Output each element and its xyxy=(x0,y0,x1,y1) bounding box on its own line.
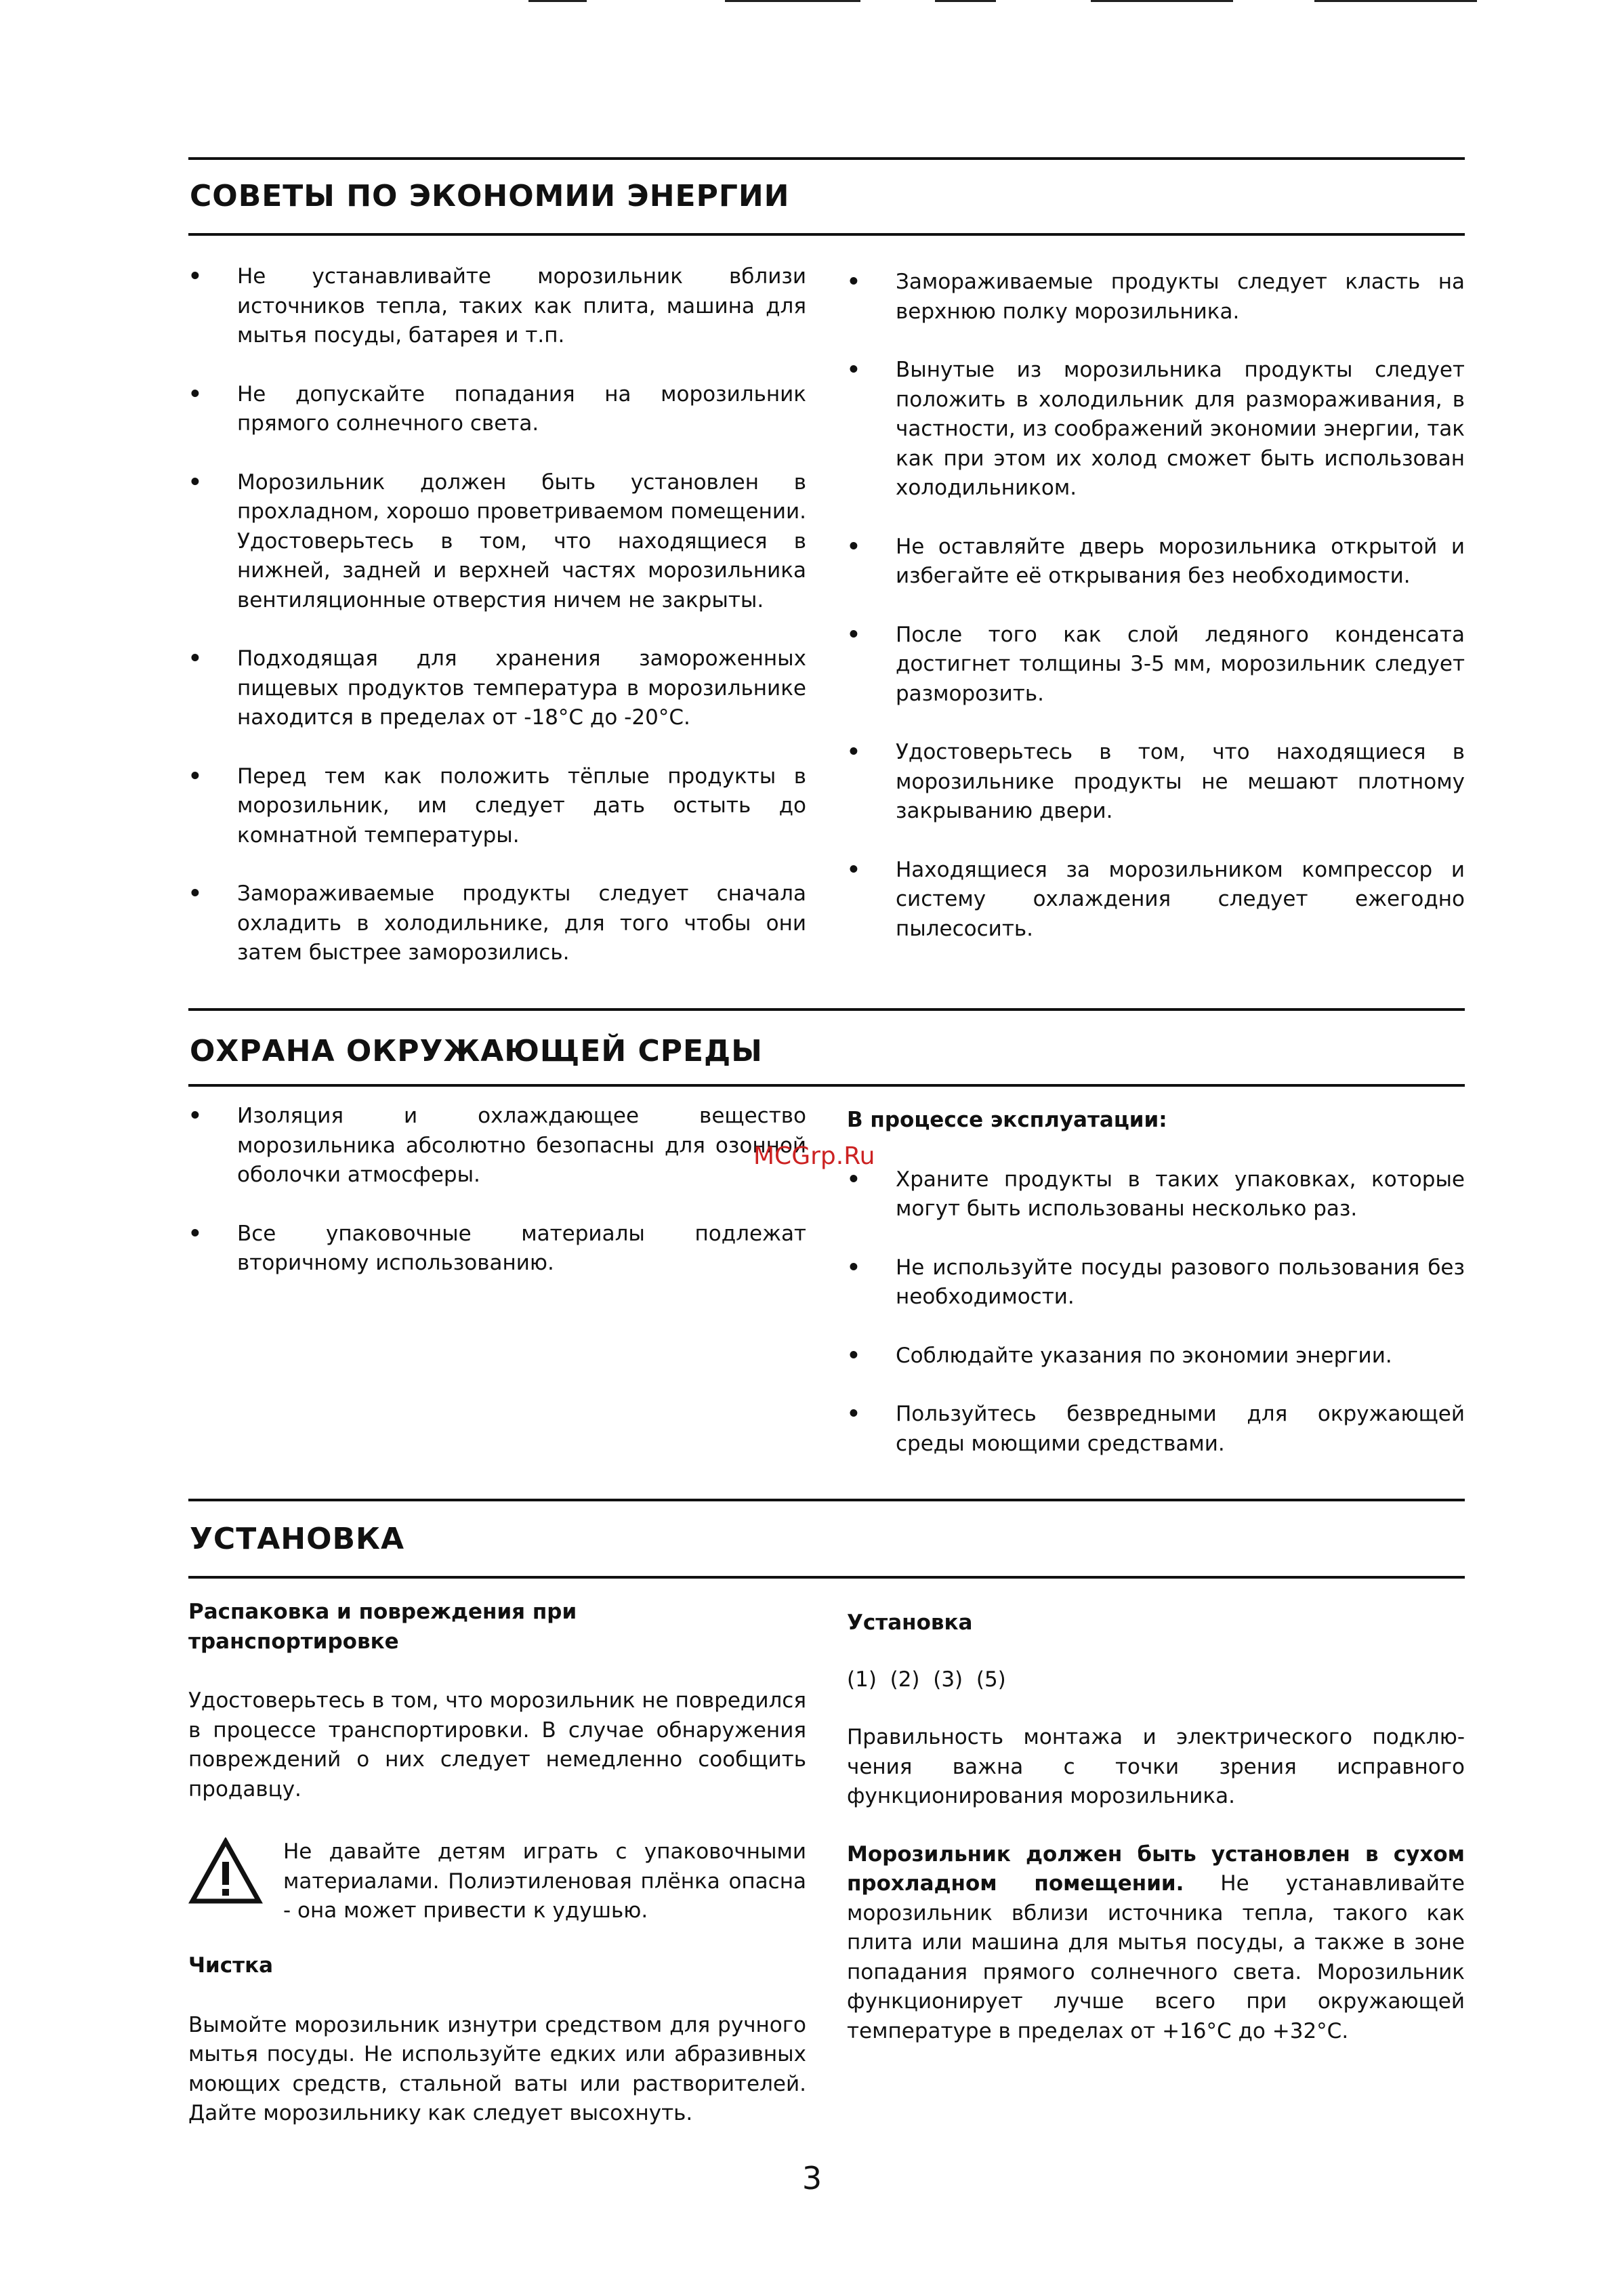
figure-references: (1) (2) (3) (5) xyxy=(847,1667,1006,1692)
bullet-icon: • xyxy=(188,1221,202,1246)
installation-paragraph: Правильность монтажа и электрического подклю-чения важна с точки зрения исправного функционирования морозильника. xyxy=(847,1725,1465,1808)
list-item: • Перед тем как положить тёплые продукты в морозильник, им следует дать остыть до комнатной температуры. xyxy=(188,762,806,851)
section-rule xyxy=(188,1576,1465,1579)
placement-text: Не устанавливайте морозильник вблизи источника тепла, такого как плита или машина для мытья посуды, а также в зоне попадания прямого солнечного света. Морозильник функционирует лучше всего при окружающей температуре в пределах от +16°С до +32°С. xyxy=(847,1871,1465,2043)
operation-subheading: В процессе эксплуатации: xyxy=(847,1108,1167,1132)
energy-left-column xyxy=(188,262,806,968)
list-item: • Пользуйтесь безвредными для окружающей среды моющими средствами. xyxy=(847,1400,1465,1459)
bullet-icon: • xyxy=(847,270,860,294)
install-left-column-lower xyxy=(188,1951,806,2129)
bullet-icon: • xyxy=(188,470,202,495)
bullet-icon: • xyxy=(847,622,860,647)
bullet-icon: • xyxy=(847,358,860,382)
bullet-icon: • xyxy=(847,1255,860,1280)
scan-mark xyxy=(528,0,587,2)
bullet-icon: • xyxy=(188,264,202,289)
section-rule xyxy=(188,1499,1465,1501)
bullet-icon: • xyxy=(847,857,860,882)
install-left-column xyxy=(188,1598,806,1804)
bullet-icon: • xyxy=(188,381,202,407)
list-item: • Соблюдайте указания по экономии энергии. xyxy=(847,1341,1465,1371)
list-item: • Вынутые из морозильника продукты следует положить в холодильник для размораживания, в частности, из соображений экономии энергии, так как при этом их холод сможет быть использован холодильником. xyxy=(847,356,1465,503)
list-item: • Удостоверьтесь в том, что находящиеся в морозильнике продукты не мешают плотному закрыванию двери. xyxy=(847,738,1465,827)
bullet-icon: • xyxy=(188,881,202,906)
section-rule xyxy=(188,233,1465,236)
unpacking-paragraph: Удостоверьтесь в том, что морозильник не повредился в процессе транспортировки. В случае обнаружения повреждений о них следует немедленно сообщить продавцу. xyxy=(188,1688,806,1802)
environment-left-column xyxy=(188,1102,806,1278)
list-item: • Замораживаемые продукты следует сначала охладить в холодильнике, для того чтобы они затем быстрее заморозились. xyxy=(188,879,806,968)
installation-subheading: Установка xyxy=(847,1610,973,1635)
bullet-icon: • xyxy=(188,1104,202,1128)
list-item: • Морозильник должен быть установлен в прохладном, хорошо проветриваемом помещении. Удостоверьтесь в том, что находящиеся в нижней, задней и верхней частях морозильника вентиляционные отверстия ничем не закрыты. xyxy=(188,468,806,616)
list-item: • Замораживаемые продукты следует класть на верхнюю полку морозильника. xyxy=(847,268,1465,327)
placement-paragraph xyxy=(847,1840,1465,2047)
scan-mark xyxy=(935,0,996,2)
placement-bold-lead: Морозильник должен быть установлен в сухом прохладном помещении. xyxy=(847,1841,1465,1896)
energy-left-list xyxy=(188,262,806,968)
page-number: 3 xyxy=(801,2160,823,2197)
scan-mark xyxy=(725,0,860,2)
list-item: • Все упаковочные материалы подлежат вторичному использованию. xyxy=(188,1220,806,1278)
warning-block xyxy=(188,1837,806,1932)
cleaning-paragraph: Вымойте морозильник изнутри средством для ручного мытья посуды. Не используйте едких или абразивных моющих средств, стальной ваты или растворителей. Дайте морозильнику как следует высохнуть. xyxy=(188,2012,806,2125)
list-item: • После того как слой ледяного конденсата достигнет толщины 3-5 мм, морозильник следует разморозить. xyxy=(847,621,1465,709)
scan-mark xyxy=(1091,0,1233,2)
list-item: • Не оставляйте дверь морозильника открытой и избегайте её открывания без необходимости. xyxy=(847,533,1465,591)
bullet-icon: • xyxy=(847,534,860,559)
list-item: • Не устанавливайте морозильник вблизи источников тепла, таких как плита, машина для мытья посуды, батарея и т.п. xyxy=(188,262,806,351)
section-rule xyxy=(188,1008,1465,1011)
cleaning-subheading: Чистка xyxy=(188,1953,274,1978)
bullet-icon: • xyxy=(847,1402,860,1426)
bullet-icon: • xyxy=(188,764,202,789)
list-item: • Подходящая для хранения замороженных пищевых продуктов температура в морозильнике находится в пределах от -18°С до -20°С. xyxy=(188,644,806,733)
bullet-icon: • xyxy=(847,740,860,764)
bullet-icon: • xyxy=(188,646,202,671)
warning-text: Не давайте детям играть с упаковочными материалами. Полиэтиленовая плёнка опасна - она может привести к удушью. xyxy=(283,1839,806,1923)
environment-left-list xyxy=(188,1102,806,1278)
list-item: • Не используйте посуды разового пользования без необходимости. xyxy=(847,1253,1465,1312)
install-section-title: УСТАНОВКА xyxy=(190,1522,405,1556)
list-item: • Не допускайте попадания на морозильник прямого солнечного света. xyxy=(188,380,806,439)
list-item: • Находящиеся за морозильником компрессор и систему охлаждения следует ежегодно пылесосить. xyxy=(847,856,1465,944)
scan-mark xyxy=(1314,0,1477,2)
warning-triangle-icon xyxy=(188,1837,263,1905)
unpacking-subheading: Распаковка и повреждения при транспортировке xyxy=(188,1600,577,1654)
install-right-column xyxy=(847,1608,1465,2046)
bullet-icon: • xyxy=(847,1343,860,1368)
section-rule xyxy=(188,1084,1465,1087)
energy-right-column xyxy=(847,268,1465,944)
section-rule xyxy=(188,157,1465,160)
environment-right-list xyxy=(847,1165,1465,1459)
watermark: MCGrp.Ru xyxy=(753,1142,875,1170)
list-item: • Храните продукты в таких упаковках, которые могут быть использованы несколько раз. xyxy=(847,1165,1465,1224)
environment-right-column xyxy=(847,1106,1465,1459)
energy-right-list xyxy=(847,268,1465,944)
bullet-icon: • xyxy=(847,1167,860,1192)
list-item: • Изоляция и охлаждающее вещество морозильника абсолютно безопасны для озонной оболочки атмосферы. xyxy=(188,1102,806,1190)
environment-section-title: ОХРАНА ОКРУЖАЮЩЕЙ СРЕДЫ xyxy=(190,1034,763,1068)
energy-section-title: СОВЕТЫ ПО ЭКОНОМИИ ЭНЕРГИИ xyxy=(190,179,790,213)
